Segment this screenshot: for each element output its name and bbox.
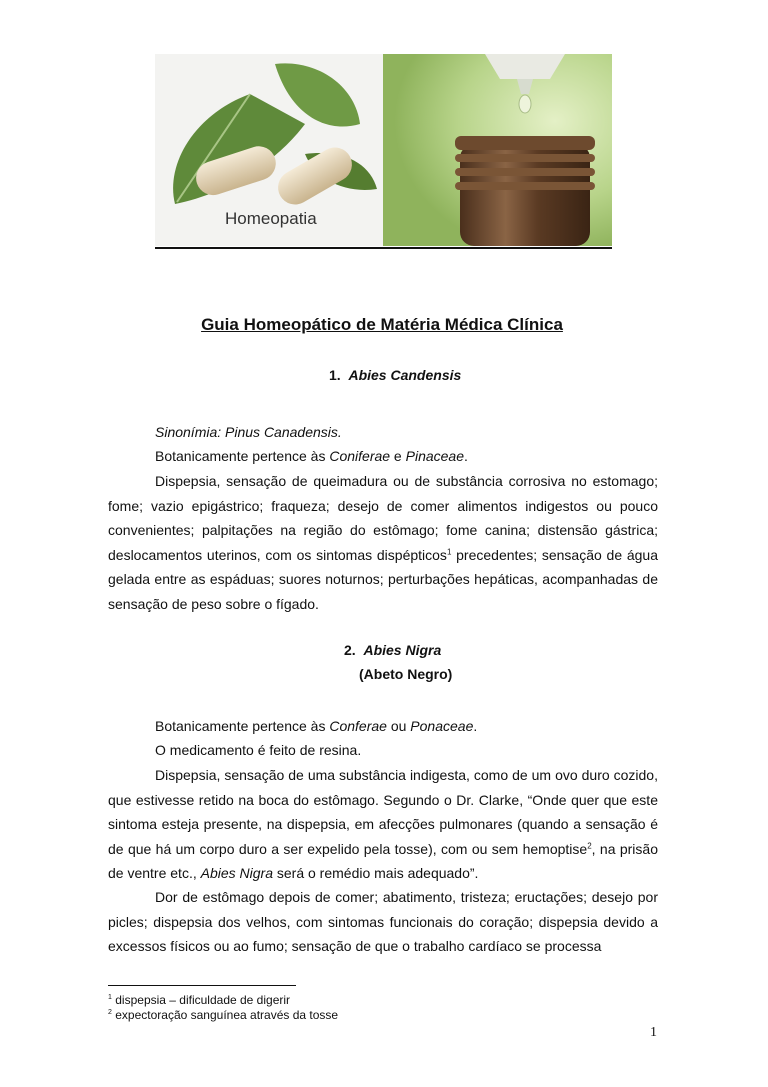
- footnote-ref-1[interactable]: 1: [446, 546, 452, 556]
- s1-description: Dispepsia, sensação de queimadura ou de substância corrosiva no estomago; fome; vazio epigástrico; fraqueza; desejo de comer alimentos indigestos ou pouco convenientes; palpitações na região do estômago; fome canina; distensão gástrica; deslocamentos uterinos, com os sintomas dispépticos$^1$ precedentes; sensação de água gelada entre as espáduas; suores noturnos; perturbações hepáticas, acompanhadas de sensação de peso sobre o fígado.: [108, 473, 658, 612]
- s2-description-2: Dor de estômago depois de comer; abatimento, tristeza; eructações; desejo por picles; dispepsia dos velhos, com sintomas funcionais do coração; dispepsia devido a excessos físicos ou ao fumo; sensação de que o trabalho cardíaco se processa: [108, 889, 658, 954]
- header-divider: [155, 247, 612, 249]
- footnote-divider: [108, 985, 296, 986]
- homeopathy-illustration: [155, 54, 612, 246]
- drop: [519, 95, 531, 113]
- page-number: 1: [650, 1025, 657, 1040]
- hero-caption: Homeopatia: [225, 209, 317, 228]
- s2-resin: O medicamento é feito de resina.: [155, 742, 362, 758]
- document-title: Guia Homeopático de Matéria Médica Clínica: [201, 315, 563, 334]
- footnote-2: $^2$ expectoração sanguínea através da tosse: [108, 1008, 339, 1022]
- section-1-heading: 1. Abies Candensis: [329, 367, 462, 383]
- bottle: [455, 136, 595, 246]
- footnote-1: $^1$ dispepsia – dificuldade de digerir: [108, 993, 291, 1007]
- footnote-ref-2[interactable]: 2: [587, 840, 592, 850]
- section-2-subtitle: (Abeto Negro): [359, 666, 453, 682]
- s2-description: Dispepsia, sensação de uma substância indigesta, como de um ovo duro cozido, que estivesse retido na boca do estômago. Segundo o Dr. Clarke, “Onde quer que este sintoma esteja presente, na dispepsia, em afecções pulmonares (quando a sensação é de que há um corpo duro a ser expelido pela tosse), com ou sem hemoptise$^2$, na prisão de ventre etc., Abies Nigra será o remédio mais adequado”.: [108, 767, 658, 881]
- section-2-heading: 2. Abies Nigra: [344, 642, 442, 658]
- s1-synonym: Sinonímia: Pinus Canadensis.: [155, 424, 342, 440]
- header-image: [155, 54, 612, 246]
- s2-botanical: Botanicamente pertence às Conferae ou Ponaceae.: [155, 718, 478, 734]
- s1-botanical: Botanicamente pertence às Coniferae e Pinaceae.: [155, 448, 468, 464]
